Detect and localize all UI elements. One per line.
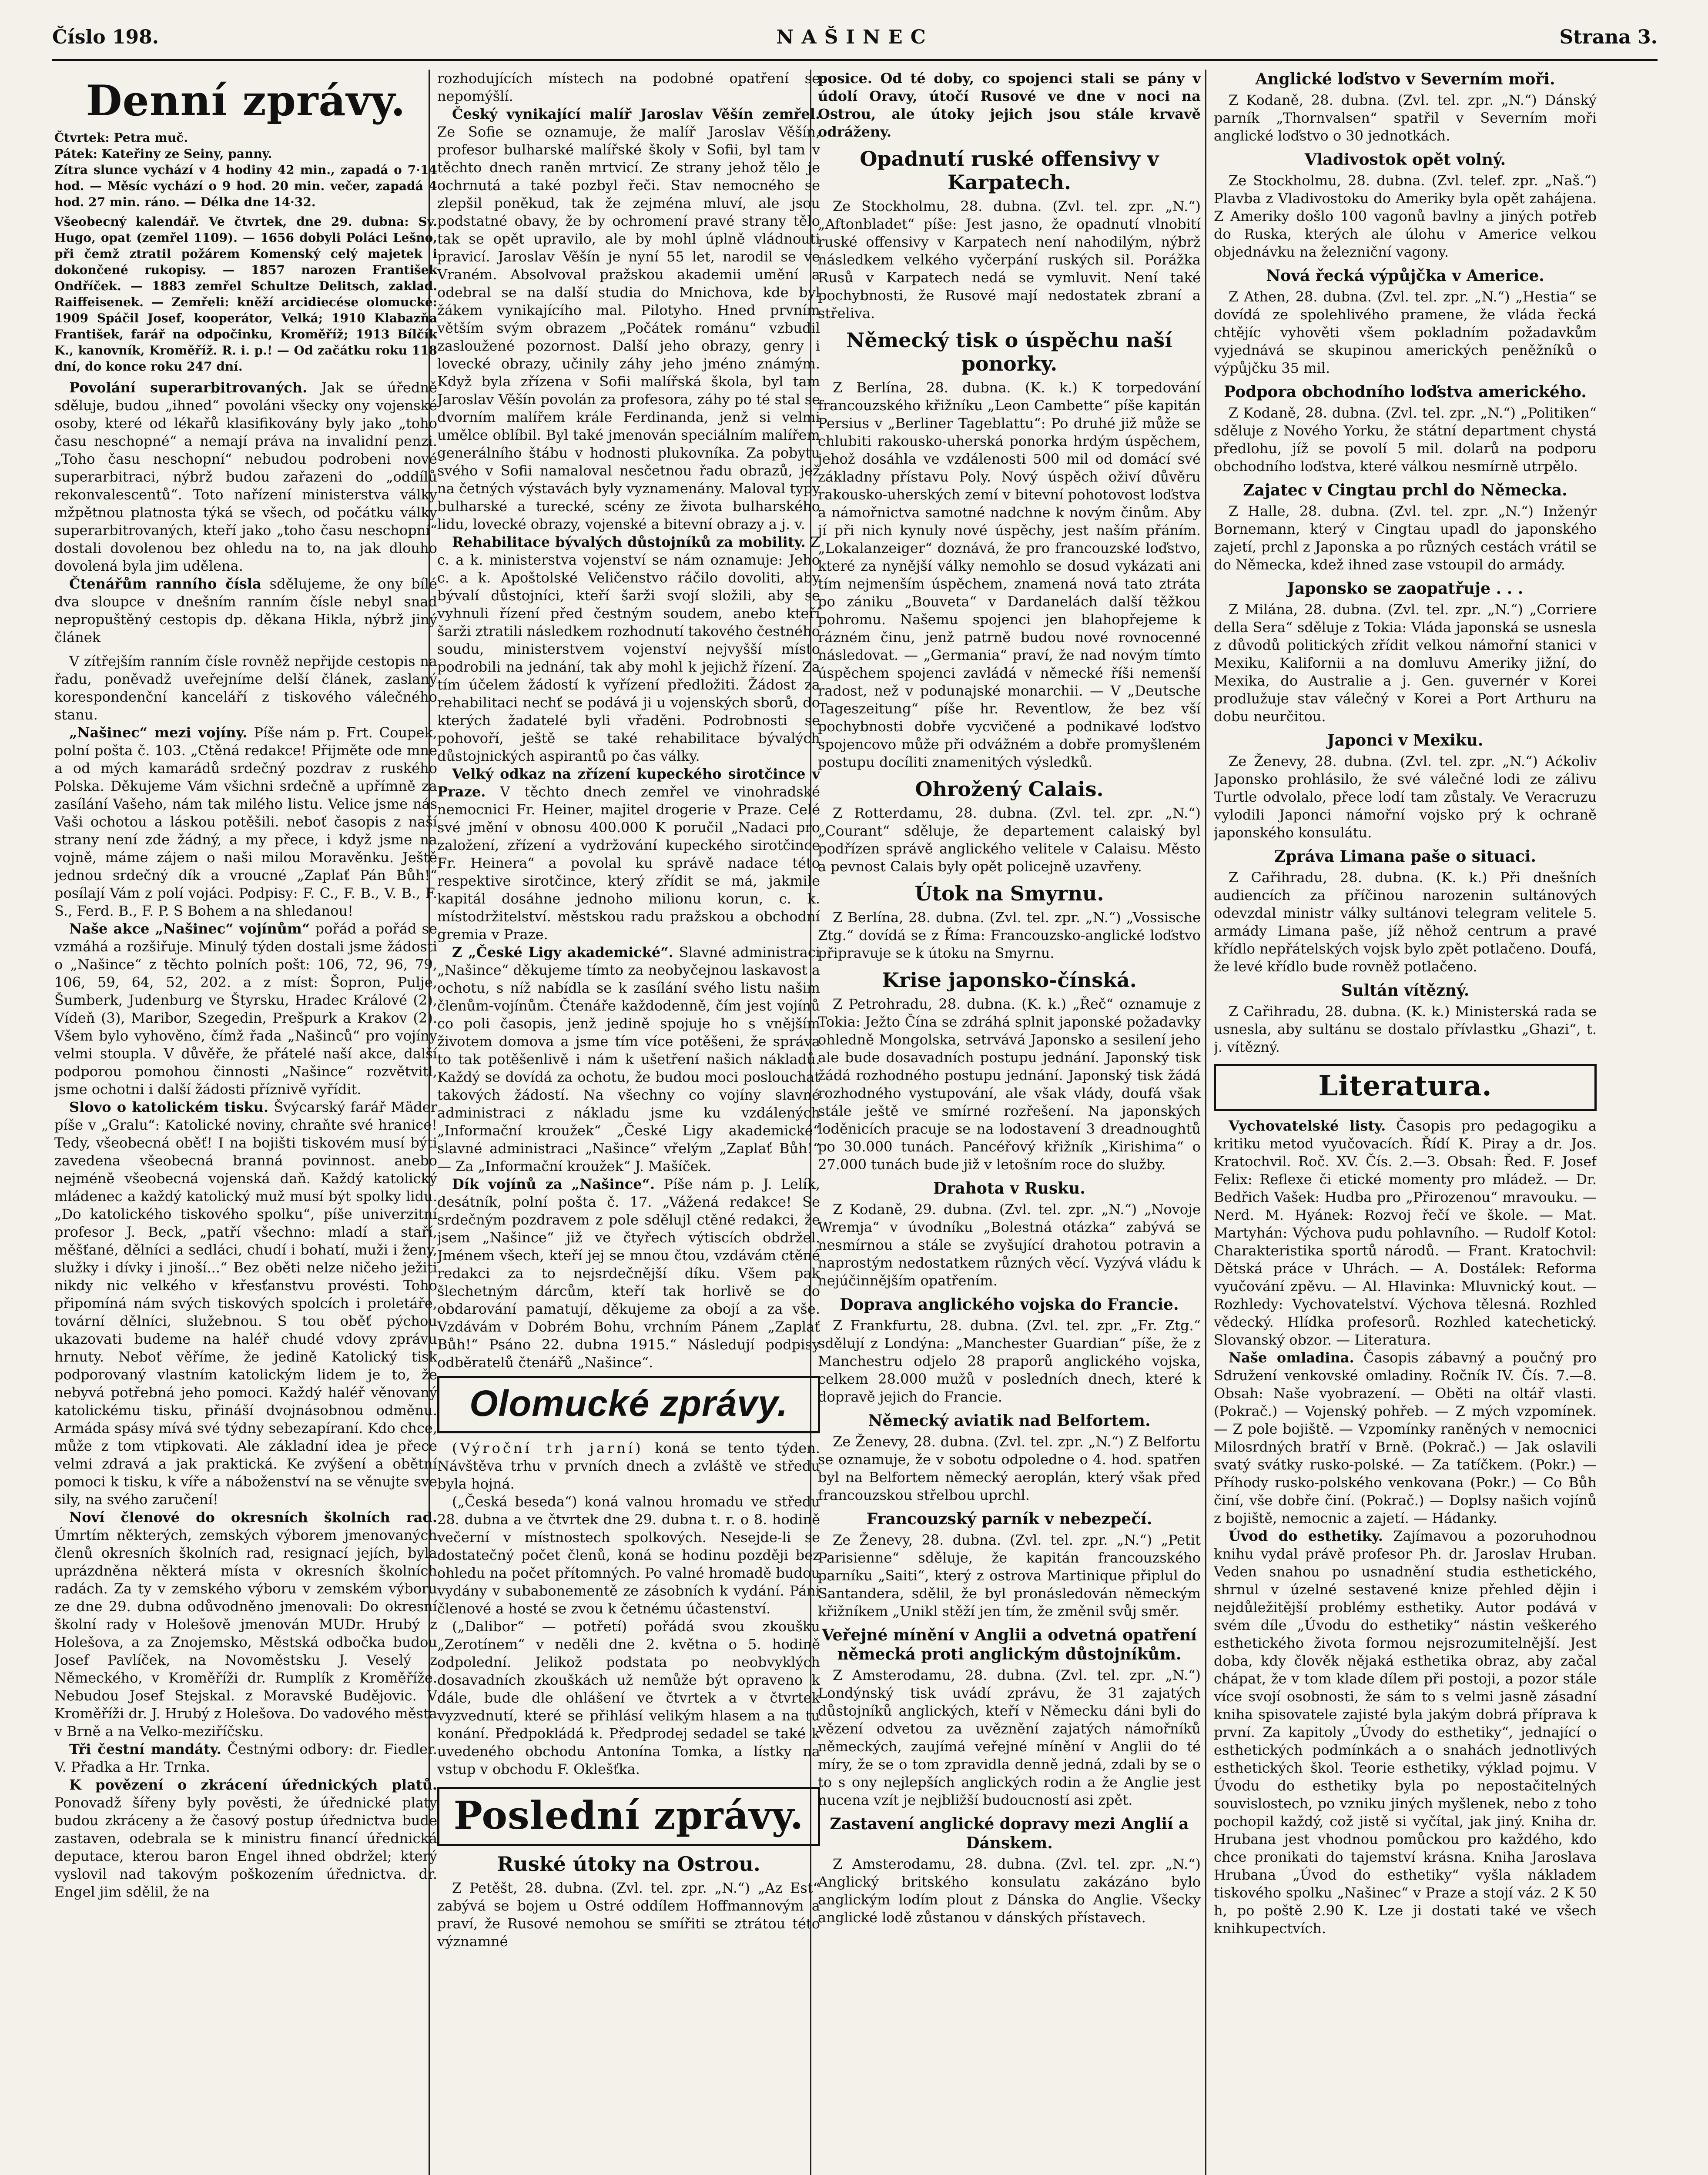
section-title-literatura: Literatura. xyxy=(1318,1070,1492,1102)
review-heading: Vychovatelské listy. xyxy=(1229,1118,1386,1134)
review xyxy=(1214,1117,1597,1349)
article-title: Japonsko se zaopatřuje . . . xyxy=(1287,579,1524,598)
article-heading: Tři čestní mandáty. xyxy=(69,1741,221,1757)
article-body: Z Berlína, 28. dubna. (K. k.) K torpedování francouzského křižníku „Leon Cambette“ píše kapitán Persius v „Berliner Tageblattu“: Po druhé již může se chlubiti rakousko-uherská ponorka hrdým úspěchem, jehož dosáhla ve vzdálenosti 500 mil od domácí své základny přístavu Poly. Nový úspěch oživí důvěru rakousko-uherských zemí v bitevní pohotovost loďstva a námořnictva samotné nadchne k novým činům. Aby jí při nich kynuly nové úspěchy, jest naším přáním. „Lokalanzeiger“ doznává, že pro francouzské loďstvo, které za nynější války nemohlo se dosud vykázati ani tím nejmenším úspěchem, znamená nová tato ztráta po zániku „Bouveta“ v Dardanelách další těžkou pohromu. Našemu spojenci jen blahopřejeme k rázném činu, jenž patrně budou nové rovnocenné následovat. — „Germania“ praví, že nad novým tímto úspěchem spojenci zavládá v německé říši nemenší radost, než v podunajské monarchii. — V „Deutsche Tageszeitung“ píše hr. Reventlow, že bez vší pochybnosti dobře vycvičené a podnikavé loďstvo spojencovo může při odvážném a dobře promyšleném postupu docíliti znamenitých výsledků. xyxy=(818,379,1201,770)
review-body: Časopis pro pedagogiku a kritiku metod vyučovacích. Řídí K. Piray a dr. Jos. Kratochvil. Roč. XV. Čís. 2.—3. Obsah: Řed. F. Josef Felix: Reflexe či etické momenty pro mládež. — Dr. Bedřich Vašek: Hudba pro „Přirozenou“ mravouku. — Nerd. M. Hyánek: Rozvoj řečí ve škole. — Mat. Martyhán: Výchova pudu pohlavního. — Rudolf Kotol: Charakteristika sportů národů. — Frant. Kratochvil: Dětská práce v Uhrách. — A. Dostálek: Reforma vyučování zpěvu. — Al. Hlavinka: Mluvnický kout. — Rozhledy: Vychovatelství. Výchova tělesná. Rozhled vědecký. Hlídka profesorů. Rozhled katechetický. Slovanský obzor. — Literatura. xyxy=(1214,1118,1597,1348)
article-body: Ze Stockholmu, 28. dubna. (Zvl. telef. zpr. „Naš.“) Plavba z Vladivostoku do Ameriky byla opět zahájena. Z Ameriky došlo 100 vagonů bavlny a jiných potřeb do Ruska, kterých ale úlohu v Americe velkou objednávku na železniční vagony. xyxy=(1214,172,1597,260)
article-heading: Naše akce „Našinec“ vojínům“ xyxy=(69,920,310,937)
article-title: Opadnutí ruské offensivy v Karpatech. xyxy=(860,147,1159,194)
article-title: Ohrožený Calais. xyxy=(915,777,1104,801)
article-heading: Slovo o katolickém tisku. xyxy=(69,1099,269,1115)
article xyxy=(437,533,820,765)
article xyxy=(54,920,437,1098)
article-body: sdělujeme, že ony bílé dva sloupce v dnešním ranním čísle nebyl snad nepropuštěný cestopis dp. děkana Hikla, nýbrž jiný článek xyxy=(54,576,437,646)
article xyxy=(437,944,820,1175)
article-body: Z Petěšt, 28. dubna. (Zvl. tel. zpr. „N.“) „Az Est“ zabývá se bojem u Ostré oddílem Hoffmannovým a praví, že Rusové nemohou se smířiti se ztrátou této významné xyxy=(437,1880,820,1950)
article-heading: Český vynikající malíř Jaroslav Věšín zemřel. xyxy=(452,106,820,122)
article-body: Z Rotterdamu, 28. dubna. (Zvl. tel. zpr. „N.“) „Courant“ sděluje, že departement calaiský byl podřízen správě anglického velitele v Calaisu. Město a pevnost Calais byly opět policejně uzavřeny. xyxy=(818,805,1201,875)
article-body: Píše nám p. J. Lelík, desátník, polní pošta č. 17. „Vážená redakce! Se srdečným pozdravem z pole sdělujl ctěné redakci, že jsem „Našince“ již ve čtyřech výtiscích obdržel. Jménem všech, kteří jej se mnou čtou, vzdávám ctěné redakci za to nejsrdečnější díku. Všem pak šlechetným dárcům, kteří tak horlivě se do obdarování pamatují, děkujeme za obojí a za vše. Vzdávám v Dobrém Bohu, vrchním Pánem „Zaplať Bůh!“ Psáno 22. dubna 1915.“ Následují podpisy odběratelů čtenářů „Našince“. xyxy=(437,1176,820,1371)
article-body: Z Amsterodamu, 28. dubna. (Zvl. tel. zpr. „N.“) Anglický britského konsulatu zakázáno bylo anglickým lodím plout z Dánska do Anglie. Všecky anglické lodě zůstanou v dánských přístavech. xyxy=(818,1856,1201,1926)
article-heading: Z „České Ligy akademické“. xyxy=(452,944,673,960)
article-heading: Noví členové do okresních školních rad. xyxy=(69,1509,437,1526)
calendar-line: Čtvrtek: Petra muč. xyxy=(54,130,188,145)
review xyxy=(1214,1349,1597,1527)
article-title: Ruské útoky na Ostrou. xyxy=(497,1852,760,1876)
article: („Česká beseda“) koná valnou hromadu ve středu 28. dubna a ve čtvrtek dne 29. dubna t. r. o 8. hodině večerní v místnostech spolkových. Nesejde-li se dostatečný počet členů, koná se hodinu později bez ohledu na počet přítomných. Po valné hromadě budou vydány v subabonementě ze zásobních k vydání. Páni členové a hosté se zvou k četnému účastenství. xyxy=(437,1493,820,1617)
article-body: Ze Ženevy, 28. dubna. (Zvl. tel. zpr. „N.“) „Petit Parisienne“ sděluje, že kapitán francouzského parníku „Saiti“, který z ostrova Martinique připlul do Santandera, sdělil, že byl pronásledován německým křižníkem „Unikl stěží jen tím, že změnil svůj směr. xyxy=(818,1532,1201,1620)
article-body: Ze Ženevy, 28. dubna. (Zvl. tel. zpr. „N.“) Z Belfortu se oznamuje, že v sobotu odpoledne o 4. hod. spatřen byl na Belfortem německý aeroplán, který však před francouzskou střelbou uprchl. xyxy=(818,1433,1201,1503)
column-3 xyxy=(818,70,1201,2175)
article xyxy=(54,1776,437,1901)
article: V zítřejším ranním čísle rovněž nepřijde cestopis na řadu, poněvadž uveřejníme delší článek, zaslaný korespondenční kanceláří z tiskového válečného stanu. xyxy=(54,653,437,723)
article-heading: K povězení o zkrácení úřednických platů. xyxy=(69,1777,437,1793)
article-continuation: posice. Od té doby, co spojenci stali se pány v údolí Oravy, útočí Rusové ve dne v noci na Ostrou, ale útoky jejich jsou stále krvavě odráženy. xyxy=(818,70,1201,140)
article-body: Z Milána, 28. dubna. (Zvl. tel. zpr. „N.“) „Corriere della Sera“ sděluje z Tokia: Vláda japonská se usnesla z důvodů politických zřídit velkou námořní stanici v Mexiku, Kalifornii a na domluvu Ameriky jižní, do Mexika, do Australie a j. Gen. guvernér v Korei prodlužuje stav válečný v Korei a Port Arthuru na dobu neurčitou. xyxy=(1214,601,1597,725)
column-2 xyxy=(437,70,820,2175)
header-rule xyxy=(52,59,1658,61)
article xyxy=(54,1098,437,1509)
article-body: Z Kodaně, 29. dubna. (Zvl. tel. zpr. „N.“) „Novoje Wremja“ v úvodníku „Bolestná otázka“ zabývá se nesmírnou a stále se zvyšující drahotou potravin a naprostým nedostatkem různých věcí. Vyzývá vládu k nejúčinnějším opatřením. xyxy=(818,1201,1201,1289)
sun-moon-times: Zítra slunce vychází v 4 hodiny 42 min., zapadá o 7·14 hod. — Měsíc vychází o 9 hod. 20 min. večer, zapadá 4 hod. 27 min. ráno. — Délka dne 14·32. xyxy=(54,163,437,209)
article xyxy=(54,575,437,646)
section-title-posledni-zpravy: Poslední zprávy. xyxy=(453,1793,804,1838)
article-title: Zajatec v Cingtau prchl do Německa. xyxy=(1243,481,1567,499)
article-title: Podpora obchodního loďstva amerického. xyxy=(1224,383,1587,401)
article-title: Krise japonsko-čínská. xyxy=(882,968,1137,992)
article-body: Z Kodaně, 28. dubna. (Zvl. tel. zpr. „N.“) „Politiken“ sděluje z Nového Yorku, že státní department chystá předlohu, jíž se povolí 5 mil. dolarů na podporu obchodního loďstva, které válkou nesmírně utrpělo. xyxy=(1214,405,1597,475)
article-body: Z Kodaně, 28. dubna. (Zvl. tel. zpr. „N.“) Dánský parník „Thornvalsen“ spatřil v Severním moři anglické loďstvo o 30 jednotkách. xyxy=(1214,92,1597,144)
article-title: Francouzský parník v nebezpečí. xyxy=(866,1510,1152,1528)
section-title-olomoucke-zpravy: Olomucké zprávy. xyxy=(469,1383,788,1424)
review-heading: Úvod do esthetiky. xyxy=(1229,1528,1383,1544)
column-divider xyxy=(1205,70,1206,2175)
column-4 xyxy=(1214,70,1597,2175)
article-title: Anglické loďstvo v Severním moři. xyxy=(1255,70,1555,88)
olomoucke-zpravy-box xyxy=(437,1376,820,1433)
article-body: Čestnými odbory: dr. Fiedler. V. Přadka a Hr. Trnka. xyxy=(54,1741,437,1775)
article-heading: Povolání superarbitrovaných. xyxy=(69,379,308,396)
column-1 xyxy=(54,70,437,2175)
article-heading: „Našinec“ mezi vojíny. xyxy=(69,724,248,741)
page-header xyxy=(52,22,1658,57)
literatura-box xyxy=(1214,1064,1597,1111)
article xyxy=(437,765,820,944)
article-body: Z Athen, 28. dubna. (Zvl. tel. zpr. „N.“) „Hestia“ se dovídá ze spolehlivého pramene, že vláda řecká chtějíc vyhověti všem pokladním požadavkům vyjednává se skupinou amerických peněžníků o výpůjčku 35 mil. xyxy=(1214,288,1597,376)
article-title: Zastavení anglické dopravy mezi Anglií a Dánskem. xyxy=(830,1815,1189,1852)
article-title: Doprava anglického vojska do Francie. xyxy=(840,1295,1179,1314)
article-heading: Čtenářům ranního čísla xyxy=(69,576,261,592)
article-title: Německý aviatik nad Belfortem. xyxy=(868,1412,1151,1430)
article-body: Slavné administraci „Našince“ děkujeme tímto za neobyčejnou laskavost a ochotu, s níž nabídla se k zasílání svého listu našim členům-vojínům. Čtenáře každodenně, čím jest vojínů co poli časopis, jenž jedině spojuje ho s vnějším životem domova a jsme tím více potěšeni, že správa to tak potěšenlivě i nám k ušetření našich nákladů. Každý se dovídá za ochotu, že budou moci poslouchat takových žádostí. Na všechny co vojíny slavné administraci z nákladu jsme ku vzdálených „Informační kroužek“ „České Ligy akademické“ slavné administraci „Našince“ vřelým „Zaplať Bůh!“ — Za „Informační kroužek“ J. Mašíček. xyxy=(437,944,820,1174)
review-body: Časopis zábavný a poučný pro Sdružení venkovské omladiny. Ročník IV. Čís. 7.—8. Obsah: Naše vyobrazení. — Oběti na oltář vlasti. (Pokrač.) — Vojenský pohřeb. — Z mých vzpomínek. — Z pole bojiště. — Vzpomínky raněných v nemocnici Milosrdných bratří v Brně. (Pokrač.) — Jak oslavili svatý svátky rusko-polské. — Za tatíčkem. (Pokr.) — Příhody rusko-polského venkovana (Pokr.) — Co Bůh činí, vše dobře činí. (Pokrač.) — Doplsy našich vojínů z bojiště, nemocnic a zajetí. — Hádanky. xyxy=(1214,1349,1597,1526)
article xyxy=(437,105,820,533)
article-heading: Velký odkaz na zřízení kupeckého sirotčince v Praze. xyxy=(437,766,820,800)
article-title: Vladivostok opět volný. xyxy=(1304,151,1506,169)
general-calendar: Všeobecný kalendář. Ve čtvrtek, dne 29. dubna: Sv. Hugo, opat (zemřel 1109). — 1656 dobyli Poláci Lešno, při čemž ztratil požárem Komenský celý majetek i dokončené rukopisy. — 1857 narozen František Ondříček. — 1883 zemřel Schultze Delitsch, zaklad. Raiffeisenek. — Zemřeli: kněží arcidiecése olomucké: 1909 Spáčil Josef, kooperátor, Velká; 1910 Klabazňa František, farář na odpočinku, Kroměříž; 1913 Bílčík K., kanovník, Kroměříž. R. i. p.! — Od začátku roku 118 dní, do konce roku 247 dní. xyxy=(54,214,437,374)
calendar-line: Pátek: Kateřiny ze Seiny, panny. xyxy=(54,147,272,161)
article-title: Útok na Smyrnu. xyxy=(914,882,1104,905)
article-title: Sultán vítězný. xyxy=(1341,981,1470,1000)
article-body: Z Amsterodamu, 28. dubna. (Zvl. tel. zpr. „N.“) Londýnský tisk uvádí zprávu, že 31 zajatých důstojníků anglických, kteří v Německu dáni byli do vězení odvetou za uvěznění zajatých námořníků německých, zaujímá veřejné mínění v Anglii do té míry, že se o tom zpravidla denně jedná, zdali by se o to s ony nejlepších anglických rodin a že Anglie jest nucena vzít je nejbližší budoucností asi zpět. xyxy=(818,1667,1201,1808)
article-body: Ze Stockholmu, 28. dubna. (Zvl. tel. zpr. „N.“) „Aftonbladet“ píše: Jest jasno, že opadnutí vlnobití ruské offensivy v Karpatech není nahodilým, nýbrž následkem velkého vyčerpání ruských sil. Porážka Rusů v Karpatech nedá se vymluvit. Není také pochybnosti, že Rusové mají nedostatek zbraní a střeliva. xyxy=(818,198,1201,321)
article-body: Z Petrohradu, 28. dubna. (K. k.) „Řeč“ oznamuje z Tokia: Ježto Čína se zdráhá splnit japonské požadavky ohledně Mongolska, setrvává Japonsko a sesilení jeho ale bude dosavadních postupu jednání. Japonský tisk žádá rozhodného postupu jednání. Japonský tisk žádá rozhodného vystupování, ale však vlády, doufá však stále ještě ve smírné rozřešení. Na japonských loděnicích pracuje se na lodostavení 3 dreadnoughtů po 30.000 tunách. Pancéřový křižník „Kirishima“ o 27.000 tunách bude již v letošním roce do služby. xyxy=(818,996,1201,1173)
article-body: Z Frankfurtu, 28. dubna. (Zvl. tel. zpr. „Fr. Ztg.“ sdělují z Londýna: „Manchester Guardian“ píše, že z Manchestru odjelo 28 praporů anglického vojska, celkem 28.000 mužů v posledních dnech, které k dopravě jejich do Francie. xyxy=(818,1317,1201,1405)
article-heading: (Výroční trh jarní) xyxy=(452,1440,643,1456)
article-body: Ze Ženevy, 28. dubna. (Zvl. tel. zpr. „N.“) Aćkoliv Japonsko prohlásilo, že své válečné lodi ze zálivu Turtle odvolalo, přece lodí tam zůstaly. Ve Veracruzu vylodili Japonci námořní vojsko prý k ochraně japonského konsulátu. xyxy=(1214,753,1597,841)
article-body: Ponovadž šířeny byly pověsti, že úřednické platy budou zkráceny a že časový postup úřednictva bude zastaven, odebrala se k ministru financí úřednická deputace, kterou baron Engel ihned obdržel; který vyslovil nad takovým poškozením úřednictva. dr. Engel jim sdělil, že na xyxy=(54,1794,437,1900)
article-body: Ze Sofie se oznamuje, že malíř Jaroslav Věšín, profesor bulharské malířské školy v Sofii, byl tam v těchto dnech raněn mrtvicí. Ze strany jehož tělo je ochrnutá a také pozbyl řeči. Stav nemocného se zlepšil poněkud, tak že zejména mluví, ale jsou podstatné obavy, že by ochromení pravé strany tělo tak se opět upravilo, ale by mohl úplně vládnouti pravicí. Jaroslav Věšín je nyní 55 let, narodil se ve Vraném. Absolvoval pražskou akademii umění a odebral se na další studia do Mnichova, kde byl žákem vynikajícího mal. Pilotyho. Hned prvním větším svým obrazem „Počátek románu“ vzbudil zasloužené pozornost. Další jeho obrazy, genry i lovecké obrazy, učinily záhy jeho jméno známým. Když byla zřízena v Sofii malířská škola, byl tam Jaroslav Věšín povolán za profesora, záhy po té stal se dvorním malířem krále Ferdinanda, jenž si velmi umělce oblíbil. Byl také jmenován speciálním malířem generálního štábu v hodnosti plukovníka. Za pobytu svého v Sofii namaloval nesčetnou řadu obrazů, jež na četných výstavách byly vyznamenány. Maloval typy bulharské a turecké, scény ze života bulharského lidu, lovecké obrazy, vojenské a bitevní obrazy a j. v. xyxy=(437,124,820,532)
article-continuation: rozhodujících místech na podobné opatření se nepomýšlí. xyxy=(437,70,820,104)
article-body: Jak se úředně sděluje, budou „ihned“ povoláni všecky ony vojenské osoby, které od lékařů klasifikovány byly jako „toho času neschopné“ a nemají práva na invalidní penzi. „Toho času neschopní“ nebudou podrobeni nové superarbitraci, nýbrž budou zařazeni do „oddílů rekonvalescentů“. Toto nařízení ministerstva války mžpětnou platnosta týká se všech, od počátku války superarbitrovaných, kteří jako „toho času neschopní“ dostali dovolenou bez ohledu na to, na jak dlouho dovolená byla jim udělena. xyxy=(54,379,437,574)
article-title: Nová řecká výpůjčka v Americe. xyxy=(1266,267,1544,285)
section-title-denni-zpravy: Denní zprávy. xyxy=(86,76,406,125)
article-title: Zpráva Limana paše o situaci. xyxy=(1274,847,1536,866)
article-body: Švýcarský farář Mäder píše v „Gralu“: Katolické noviny, chraňte své hranice! Tedy, všeobecná oběť! I na bojišti tiskovém musí býti zavedena všeobecná branná povinnost. anebo nejméně všeobecná vojenská daň. Každý katolický mládenec a každý katolický muž musí být spolky lidu. „Do katolického tiskového spolku“, píše univerzitní profesor J. Beck, „patří všechno: mladí a staří, měšťané, dělníci a sedláci, chudí i bohatí, muži i ženy, služky i dívky i jinoší...“ Bez oběti nelze ničeho ježiti nikdy nic velkého v křesťanstvu provésti. Toho připomíná nám svých tiskových spolcích i proletáře, tovární dělníci, služebnou. S tou oběť pýchou ukazovati budeme na haléř chudé vdovy zprávu hrnuty. Neboť věříme, že jedině Katolický tisk podporovaný vlastním katolickým lidem je to, že nebyvá potřebná jeho pomoci. Každý haléř věnovaný katolickému tisku, přináší dvojnásobnou odměnu. Armáda spásy mívá své týdny sebezapíraní. Kdo chce, může z tom vtipkovati. Ale základní idea je přece velmi zdravá a jak praktická. Ke zvýšení a obětní pomoci k tisku, k víře a náboženství na se věnujte sve sily, na svého zaručení! xyxy=(54,1099,437,1508)
article-body: Z Cařihradu, 28. dubna. (K. k.) Při dnešních audiencích za příčinou narozenin sultánových odevzdal ministr války sultánovi telegram velitele 5. armády Limana paše, jíž něhož centrum a pravé křídlo nepřátelských vojsk bylo zpět potlačeno. Doufá, že levé křídlo bude rovněž potlačeno. xyxy=(1214,869,1597,975)
article xyxy=(437,1175,820,1372)
article xyxy=(54,1509,437,1740)
article-body: V těchto dnech zemřel ve vinohradské nemocnici Fr. Heiner, majitel drogerie v Praze. Celé své jmění v obnosu 400.000 K poručil „Nadaci pro založení, zřízení a vydržování kupeckého sirotčince Fr. Heinera“ a povolal ku správě nadace této respektive sirotčince, který zřídit se má, jakmile kapitál dosáhne jednoho milionu korun, c. k. místodržitelství. městskou radu pražskou a obchodní gremia v Praze. xyxy=(437,783,820,943)
article-body: Z Berlína, 28. dubna. (Zvl. tel. zpr. „N.“) „Vossische Ztg.“ dovídá se z Říma: Francouzsko-anglické loďstvo připravuje se k útoku na Smyrnu. xyxy=(818,909,1201,961)
article-body: Z Halle, 28. dubna. (Zvl. tel. zpr. „N.“) Inženýr Bornemann, který v Cingtau upadl do japonského zajetí, prchl z Japonska a po různých cestách vrátil se do Německa, kdež ihned zase vstoupil do armády. xyxy=(1214,503,1597,573)
article-body: pořád a pořád se vzmáhá a rozšiřuje. Minulý týden dostali jsme žádosti o „Našince“ z těchto polních pošt: 106, 72, 96, 79, 106, 59, 64, 52, 202. a z míst: Šopron, Pulje, Šumberk, Judenburg ve Štyrsku, Hradec Králové (2), Vídeň (3), Maribor, Szegedin, Prešpurk a Krakov (2). Všem bylo vyhověno, čímž řada „Našinců“ pro vojíny velmi stoupla. V důvěře, že přátelé naší akce, další podporou pomohou činnosti „Našince“ rozvětvitl, jsme ochotni i další žádosti příznivě vyřídit. xyxy=(54,920,437,1098)
article-title: Německý tisk o úspěchu naší ponorky. xyxy=(846,328,1172,375)
article-body: Z Cařihradu, 28. dubna. (K. k.) Ministerská rada se usnesla, aby sultánu se dostalo přívlastku „Ghazi“, t. j. vítězný. xyxy=(1214,1003,1597,1055)
article-body: Úmrtím některých, zemských výborem jmenovaných členů okresních školních rad, resignací jejích, byla uprázdněna některá místa v okresních školních radách. Za ty v zemského výboru v zemském výboru ze dne 29. dubna odůvodněno jmenovali: Do okresní školní rady v Holešově jmenován MUDr. Hrubý z Holešova, a za Znojemsko, Městská odbočka budou Josef Pavlíček, na Novoměstsku J. Veselý z Německého, v Kroměříži dr. Rumplík z Kroměříže. Nebudou Josef Stejskal. z Moravské Budějovic. V Kroměříži dr. J. Hrubý z Holešova. Do vadového města v Brně a na Velko-meziříčsku. xyxy=(54,1527,437,1740)
review xyxy=(1214,1527,1597,1937)
page-number: Strana 3. xyxy=(1559,26,1658,48)
review-body: Zajímavou a pozoruhodnou knihu vydal právě profesor Ph. dr. Jaroslav Hruban. Veden snahou po usnadnění studia esthetického, shrnul v úzelné sestavené knize přehled dějin i nejdůležitější problémy esthetiky. Autor podává v svém díle „Úvodu do esthetiky“ nástin veškerého esthetického života formou nejsrozumitelnější. Jest doba, kdy člověk nějaká esthetika obraz, aby začal chápat, že v tom klade dílem při postoji, a pozor stále více svojí osobnosti, že sám to s velmi jasně zásadní kniha spisovatele zajisté byla jakým dobrá příprava k první. Za kapitoly „Úvody do esthetiky“, jednající o esthetických podmínkách a o snahách jednotlivých esthetických škol. Teorie esthetiky, výklad pojmu. V Úvodu do esthetiky byla po nepostačitelných souvislostech, po vzniku jiných myšlenek, nebo z toho pochopil každý, což jistě si vyčítal, jak jiný. Kniha dr. Hrubana jest vhodnou pomůckou pro každého, kdo chce pronikati do tajemství krásna. Kniha Jaroslava Hrubana „Úvod do esthetiky“ vyšla nákladem tiskového spolku „Našinec“ v Praze a stojí váz. 2 K 50 h, po poště 2.90 K. Lze ji dostati také ve všech knihkupectvích. xyxy=(1214,1528,1597,1937)
article-title: Drahota v Rusku. xyxy=(933,1179,1085,1198)
article xyxy=(54,379,437,575)
posledni-zpravy-box xyxy=(437,1787,820,1846)
article-body: koná se tento týden. Návštěva trhu v prvních dnech a zvláště ve středu byla hojná. xyxy=(437,1440,820,1492)
article-body: Z c. a k. ministerstva vojenství se nám oznamuje: Jeho c. a k. Apoštolské Veličenstvo ráčilo dovoliti, aby bývalí důstojníci, kteří šarži svojí složili, aby se vyhnuli řízení před čestným soudem, anebo kteří šarži ztratili následkem rozhodnutí takového čestného soudu, ministerstvem vojenství nejvyšší místo podrobili na jednání, tak aby mohl k jejichž řízení. Za tím účelem žádostí k vyřízení předložiti. Žádost za rehabilitaci nechť se podává ji u vojenských sborů, do kterých žadatelé byli vřaděni. Podrobnosti se pohovoří, ještě se také rehabilitace bývalých důstojnických aspirantů po čas války. xyxy=(437,534,820,764)
masthead: NAŠINEC xyxy=(776,26,934,48)
article-heading: Dík vojínů za „Našince“. xyxy=(452,1176,655,1192)
article-heading: Rehabilitace bývalých důstojníků za mobility. xyxy=(452,534,806,550)
article xyxy=(54,724,437,920)
review-heading: Naše omladina. xyxy=(1229,1349,1354,1366)
article xyxy=(437,1439,820,1493)
issue-number: Číslo 198. xyxy=(52,26,159,48)
article-title: Japonci v Mexiku. xyxy=(1327,731,1484,750)
article: („Dalibor“ — potřetí) pořádá svou zkoušku „Zerotínem“ v neděli dne 2. května o 5. hodině odpolední. Jelikož podstata po neobvyklých dosavadních zkouškách už nemůže být opraveno k dále, bude dle ohlášení ve čtvrtek a v čtvrtek vyzvednutí, které se přihlásí velikým hlasem a na tu konání. Předpokládá k. Předprodej sedadel se také k uvedeného obchodu Antonína Tomka, a lístky na vstup v obchodu F. Oklešťka. xyxy=(437,1618,820,1777)
article xyxy=(54,1740,437,1776)
article-title: Veřejné mínění v Anglii a odvetná opatření německá proti anglickým důstojníkům. xyxy=(822,1626,1197,1663)
article-body: Píše nám p. Frt. Coupek, polní pošta č. 103. „Ctěná redakce! Přijměte ode mne a od mých kamarádů srdečný pozdrav z ruského Polska. Děkujeme Vám všichni srdečně a upřímně za zasílání Vašeho, nám tak milého listu. Velice jsme nás Vaši ochotou a láskou potěšili. neboť časopis z naší strany není zde žádný, a my přece, i když jsme na vojně, máme zájem o naši milou Moravěnku. Ještě jednou srdečný dík a vroucné „Zaplať Pán Bůh!“ posílají Vám z polí vojáci. Podpisy: F. C., F. B., V. B., F. S., Ferd. B., F. P. S Bohem a na shledanou! xyxy=(54,724,437,919)
